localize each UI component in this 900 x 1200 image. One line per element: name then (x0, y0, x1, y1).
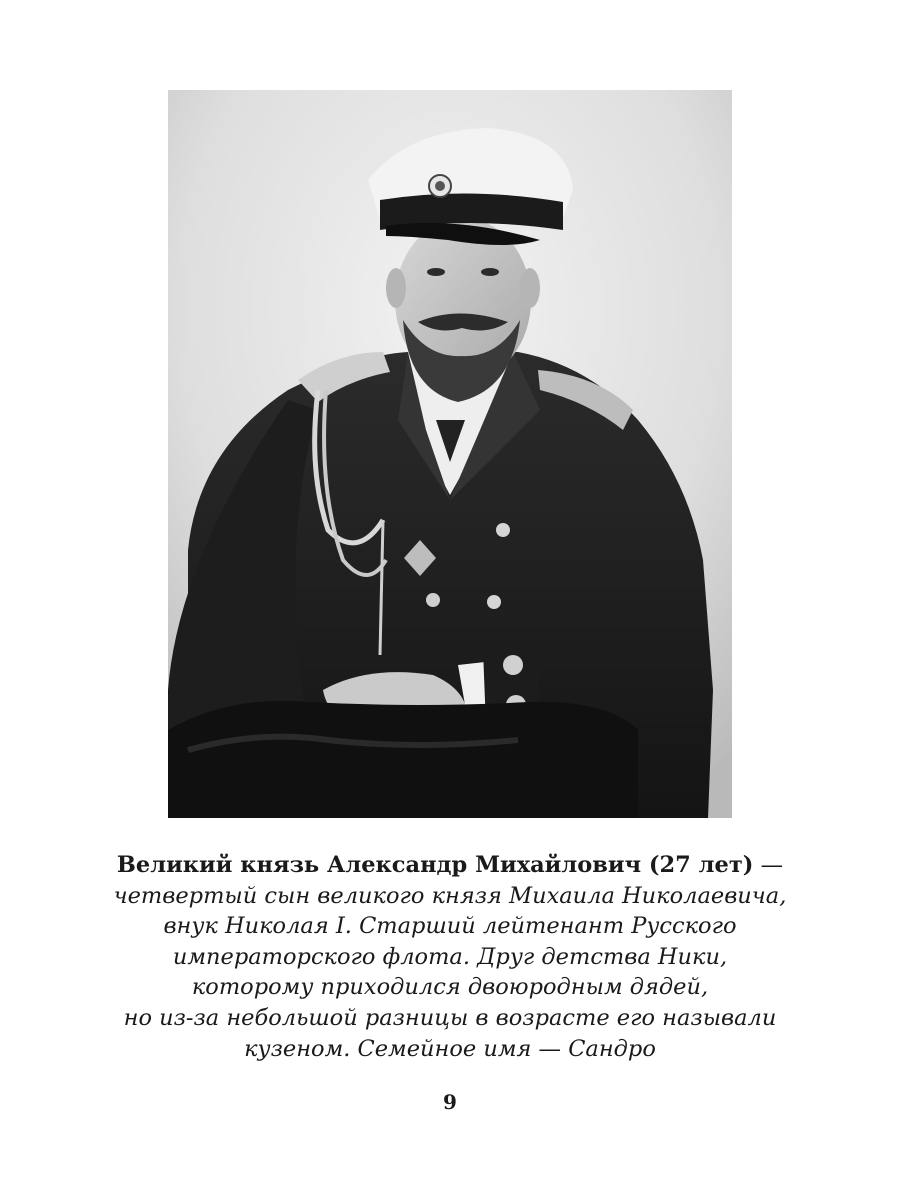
caption-line: внук Николая I. Старший лейтенант Русского (163, 913, 737, 940)
portrait-photo (168, 90, 732, 818)
caption-line-title (110, 850, 790, 881)
portrait-illustration (168, 90, 732, 818)
page-number: 9 (443, 1090, 457, 1114)
photo-caption (110, 850, 790, 1064)
caption-line: императорского флота. Друг детства Ники, (172, 943, 728, 970)
caption-name: Великий князь Александр Михайлович (27 лет) (116, 852, 754, 878)
caption-dash: — (753, 852, 784, 878)
caption-line: четвертый сын великого князя Михаила Николаевича, (113, 882, 787, 909)
caption-line: кузеном. Семейное имя — Сандро (244, 1035, 656, 1062)
caption-line: которому приходился двоюродным дядей, (191, 974, 709, 1001)
caption-line: но из-за небольшой разницы в возрасте его называли (123, 1004, 777, 1031)
